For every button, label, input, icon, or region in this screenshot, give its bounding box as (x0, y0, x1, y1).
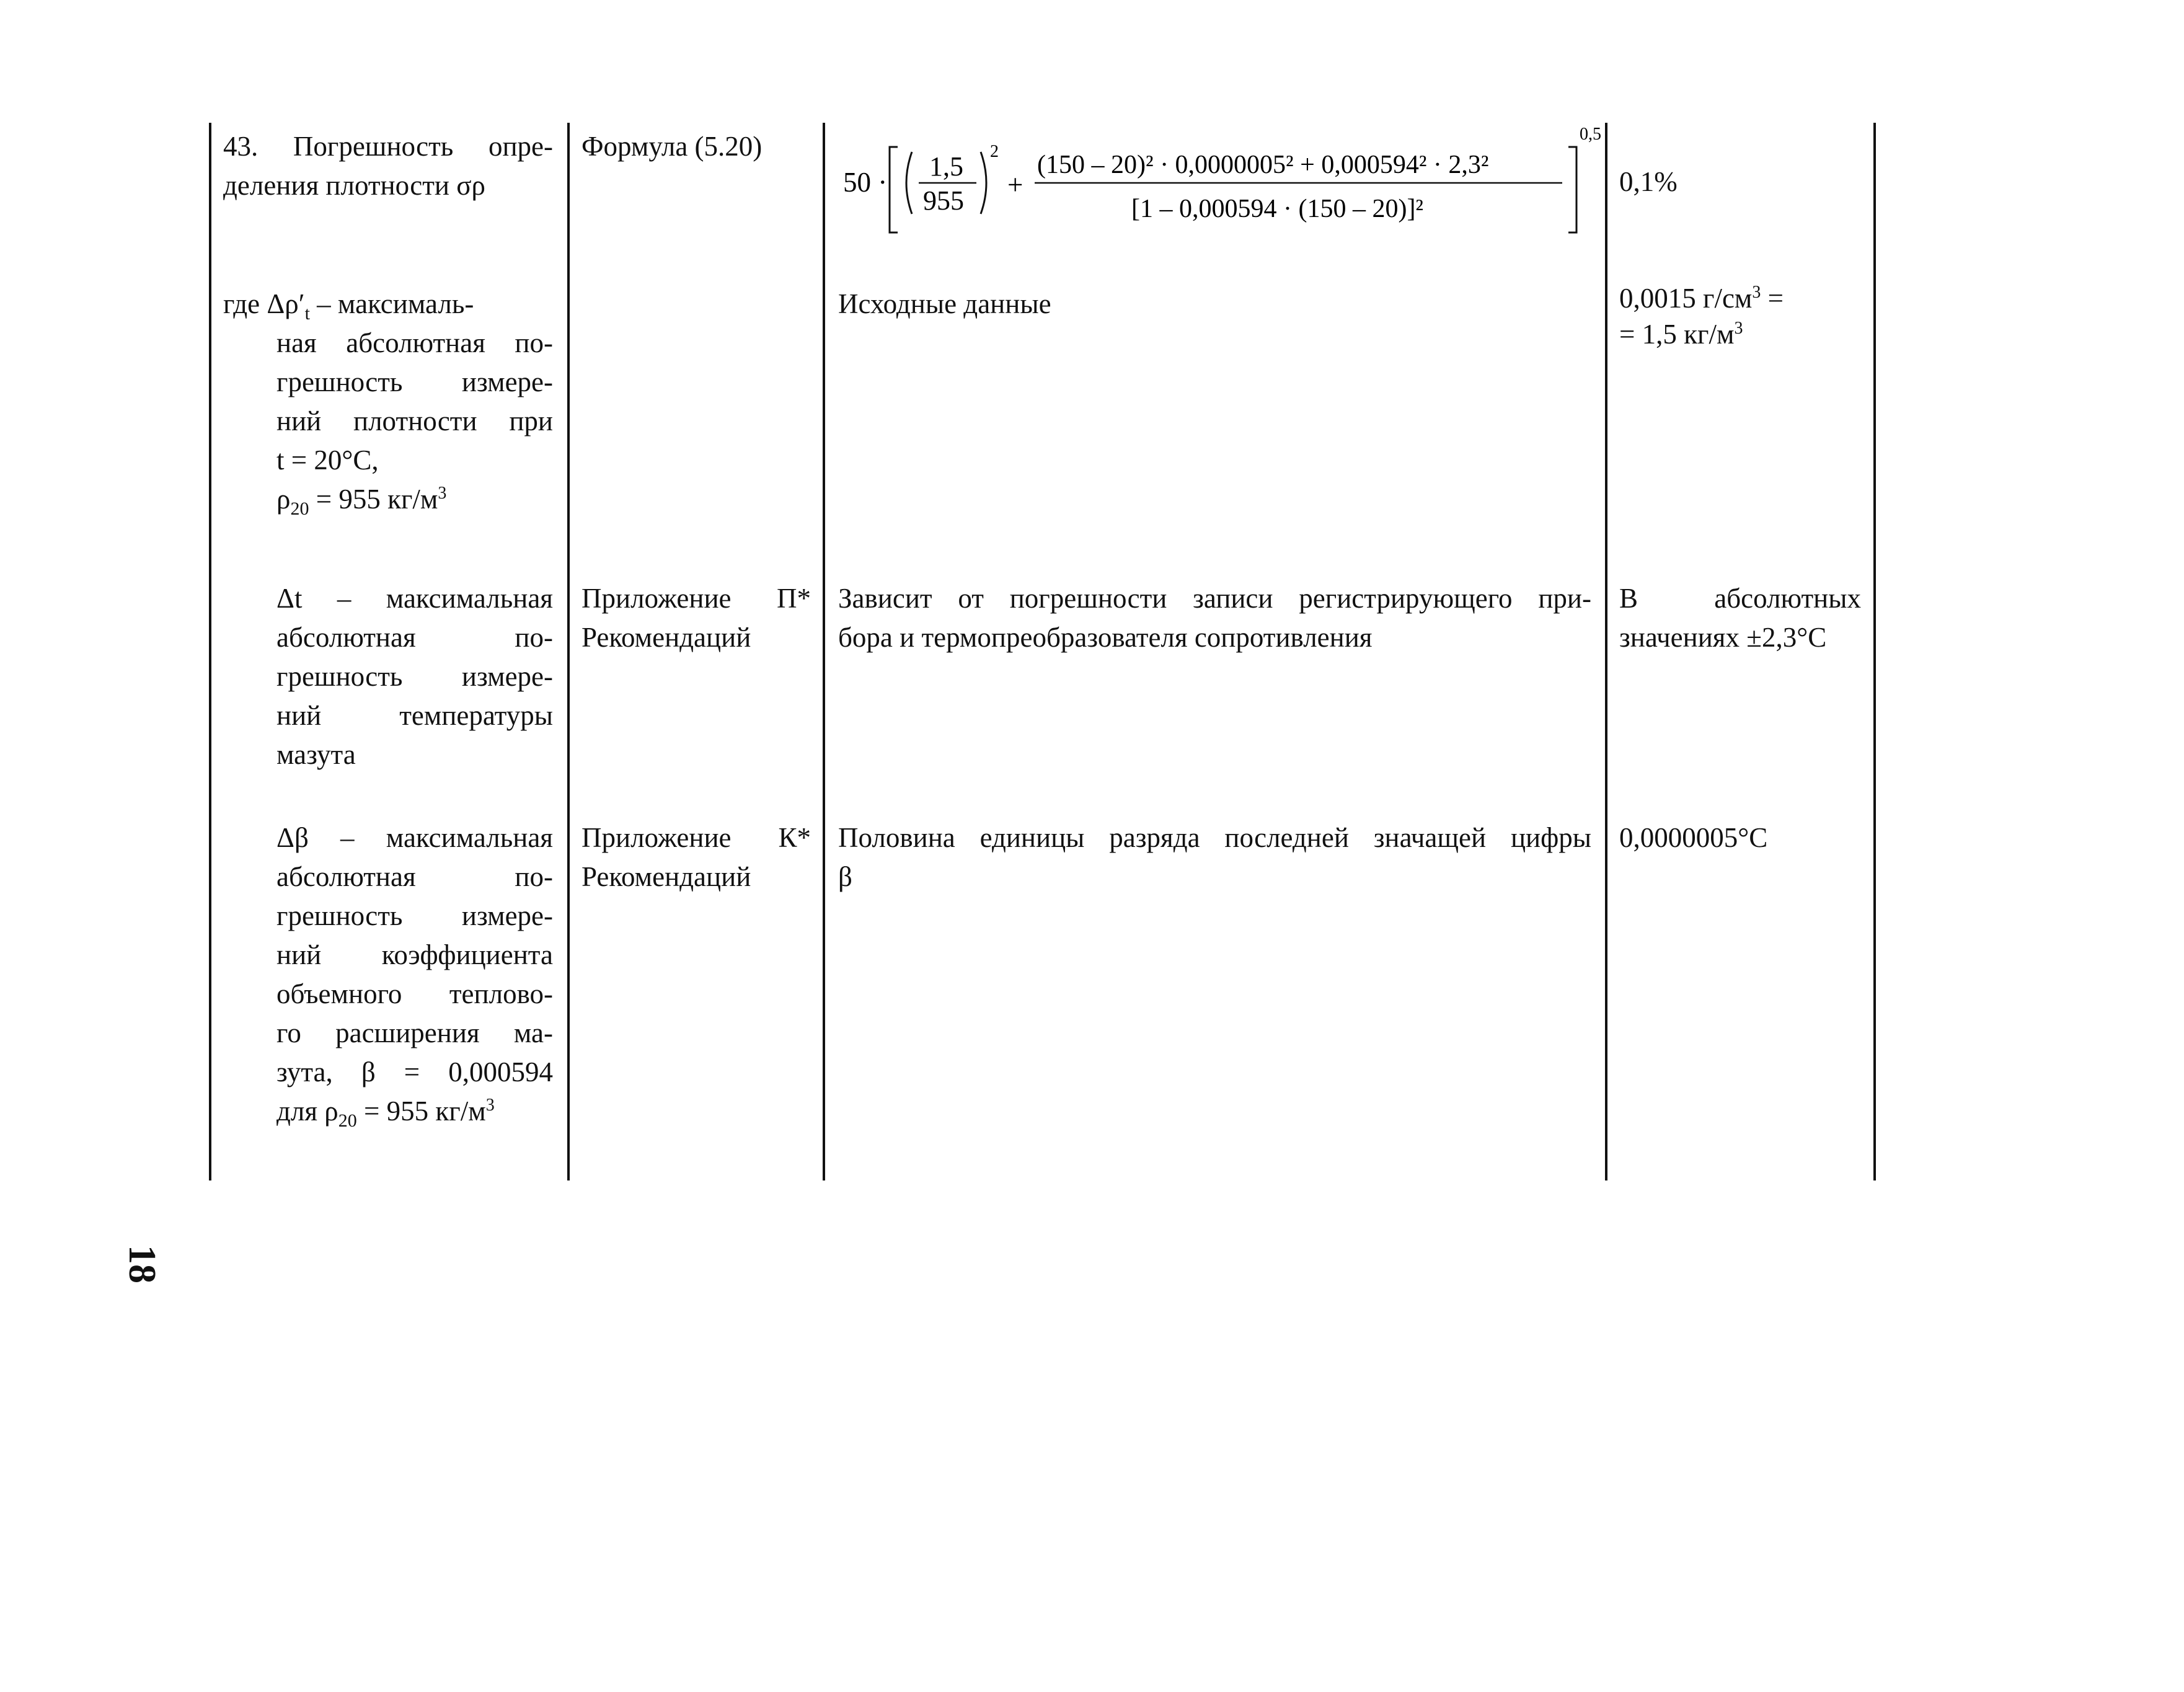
density-param-line: ная абсолютная по- (276, 327, 553, 358)
row-43-param-line: 43. Погрешность опре- (223, 131, 553, 162)
formula-frac1-numerator: 1,5 (929, 151, 963, 182)
formula-numerator: (150 – 20)² · 0,0000005² + 0,000594² · 2,3² (1037, 151, 1489, 179)
beta-param-line: го расширения ма- (276, 1017, 553, 1048)
formula-paren-left (906, 152, 912, 214)
temp-param-line: грешность измере- (276, 661, 553, 692)
row-43-param-line: деления плотности σρ (223, 170, 485, 201)
beta-source-line: Приложение К* (581, 822, 811, 853)
density-param-line: t = 20°C, (276, 445, 379, 476)
density-description-text: Исходные данные (838, 288, 1051, 319)
temp-description-line: бора и термопреобразователя сопротивления (838, 622, 1373, 653)
formula-paren-right (981, 152, 986, 214)
table-left-border (209, 123, 211, 1180)
column-divider-1 (567, 123, 570, 1180)
page-number: 18 (121, 1245, 163, 1283)
density-param-lead-rest: – максималь- (309, 288, 474, 319)
formula-5-20 (828, 121, 1603, 242)
formula-exp2: 2 (990, 142, 999, 161)
beta-param-line: грешность измере- (276, 900, 553, 931)
row-temperature-source (581, 579, 811, 657)
row-beta-description (838, 818, 1591, 897)
formula-lead: 50 · (843, 167, 888, 198)
row-density-description (838, 285, 1591, 324)
density-result-line1: 0,0015 $г/см^3$ = (1619, 283, 1784, 314)
temp-result-line: В абсолютных (1619, 583, 1861, 614)
row-beta-parameter (276, 818, 553, 1131)
beta-param-line: ний коэффициента (276, 939, 553, 970)
table-right-border (1873, 123, 1876, 1180)
beta-param-line: объемного теплово- (276, 978, 553, 1009)
temp-param-line: абсолютная по- (276, 622, 553, 653)
row-temperature-description (838, 579, 1591, 657)
formula-power: 0,5 (1580, 125, 1601, 144)
row-beta-source (581, 818, 811, 897)
row-temperature-result (1619, 579, 1861, 657)
beta-result-value: 0,0000005°C (1619, 822, 1768, 853)
beta-param-line: зута, β = 0,000594 (276, 1056, 553, 1087)
delta-rho-symbol: где Δρ′ (223, 288, 305, 319)
formula-frac1-denominator: 955 (923, 185, 964, 216)
beta-description-line: Половина единицы разряда последней значащей цифры (838, 822, 1591, 853)
beta-param-line: Δβ – максимальная (276, 822, 553, 853)
temp-param-line: Δt – максимальная (276, 583, 553, 614)
density-param-rho20: $\rho_{20} = 955$ $кг/м^3$ (276, 484, 447, 519)
row-temperature-parameter (276, 579, 553, 774)
density-param-lead (223, 285, 553, 324)
temp-source-line: Рекомендаций (581, 622, 751, 653)
temp-param-line: мазута (276, 739, 356, 770)
density-param-line: ний плотности при (276, 405, 553, 436)
beta-description-line: β (838, 861, 852, 892)
temp-result-line: значениях ±2,3°C (1619, 622, 1827, 653)
temp-source-line: Приложение П* (581, 583, 811, 614)
beta-param-rho20: для $\rho_{20} = 955$ $кг/м^3$ (276, 1096, 495, 1131)
density-param-line: грешность измере- (276, 366, 553, 397)
density-result-line2: = 1,5 $кг/м^3$ (1619, 319, 1743, 350)
formula-plus: + (1007, 169, 1023, 200)
row-43-source (581, 127, 811, 166)
column-divider-2 (823, 123, 825, 1180)
beta-source-line: Рекомендаций (581, 861, 751, 892)
row-density-parameter (223, 285, 553, 519)
beta-param-line: абсолютная по- (276, 861, 553, 892)
row-beta-result (1619, 818, 1861, 857)
temp-description-line: Зависит от погрешности записи регистрирующего при- (838, 583, 1591, 614)
formula-denominator: [1 – 0,000594 · (150 – 20)]² (1131, 195, 1424, 223)
formula-outer-bracket-right (1568, 147, 1576, 233)
row-43-result-value: 0,1% (1619, 166, 1678, 197)
row-43-parameter (223, 127, 553, 205)
temp-param-line: ний температуры (276, 700, 553, 731)
column-divider-3 (1605, 123, 1607, 1180)
row-density-result (1619, 280, 1861, 352)
row-43-result (1619, 162, 1861, 202)
delta-rho-subscript: t (304, 303, 310, 324)
formula-outer-bracket-left (890, 147, 898, 233)
row-43-source-text: Формула (5.20) (581, 131, 763, 162)
